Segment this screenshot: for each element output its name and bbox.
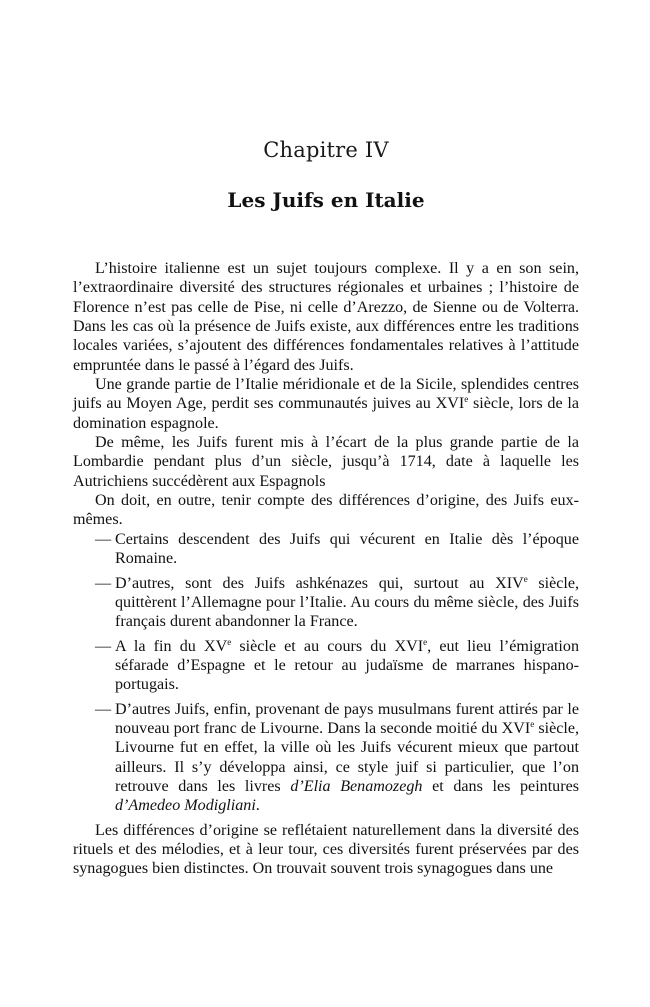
paragraph-southern-italy (73, 375, 579, 433)
em-dash-bullet: — (95, 700, 112, 718)
chapter-title: Les Juifs en Italie (227, 188, 425, 212)
text-run: , eut lieu l’émigration séfarade d’Espagne et le retour au judaïsme de marranes hispano-portugais. (115, 637, 579, 694)
text-run: Certains descendent des Juifs qui vécurent en Italie dès l’époque Romaine. (115, 530, 579, 568)
paragraph-origins: On doit, en outre, tenir compte des différences d’origine, des Juifs eux-mêmes. (73, 492, 579, 529)
superscript: e (530, 718, 535, 729)
paragraph-lombardy: De même, les Juifs furent mis à l’écart de la plus grande partie de la Lombardie pendant plus d’un siècle, jusqu’à 1714, date à laquelle les Autrichiens succédèrent aux Espagnols (73, 434, 579, 490)
chapter-number: Chapitre IV (263, 138, 389, 162)
text-run: . (255, 797, 260, 815)
text-run: Une grande partie de l’Italie méridionale et de la Sicile, splendides centres juifs au Moyen Age, perdit ses communautés juives au XVI (73, 376, 579, 413)
em-dash-bullet: — (95, 574, 112, 592)
superscript: e (423, 636, 428, 647)
list-item (73, 700, 579, 816)
text-run: siècle, lors de la domination espagnole. (73, 395, 579, 432)
superscript: e (464, 394, 469, 405)
text-run: et dans les peintures (422, 777, 579, 795)
paragraph-rituals: Les différences d’origine se reflétaient naturellement dans la diversité des rituels et des mélodies, et à leur tour, ces diversités furent préservées par des synagogues bien distinctes. On trouvait souvent trois synagogues dans une (73, 821, 579, 878)
list-item (73, 637, 579, 695)
em-dash-bullet: — (95, 637, 112, 655)
text-run: siècle, quittèrent l’Allemagne pour l’Italie. Au cours du même siècle, des Juifs français durent abandonner la France. (115, 574, 579, 631)
superscript: e (523, 573, 528, 584)
text-run: siècle, Livourne fut en effet, la ville où les Juifs vécurent mieux que partout ailleurs. Il s’y développa ainsi, ce style juif si particulier, que l’on retrouve dans les livres (115, 719, 579, 795)
text-run: A la fin du XV (115, 637, 228, 655)
paragraph-intro: L’histoire italienne est un sujet toujours complexe. Il y a en son sein, l’extraordinaire diversité des structures régionales et urbaines ; l’histoire de Florence n’est pas celle de Pise, ni celle d’Arezzo, de Sienne ou de Volterra. Dans les cas où la présence de Juifs existe, aux différences entre les traditions locales variées, s’ajoutent des différences fondamentales relatives à l’attitude empruntée dans le passé à l’égard des Juifs. (73, 260, 579, 374)
italic-name: d’Amedeo Modigliani (115, 797, 256, 815)
origins-list (73, 530, 579, 816)
superscript: e (227, 636, 232, 647)
text-run: D’autres Juifs, enfin, provenant de pays musulmans furent attirés par le nouveau port franc de Livourne. Dans la seconde moitié du XVI (115, 700, 579, 737)
text-run: D’autres, sont des Juifs ashkénazes qui, surtout au XIV (115, 574, 524, 592)
italic-name: d’Elia Benamozegh (290, 777, 423, 795)
em-dash-bullet: — (95, 530, 112, 548)
chapter-body (73, 259, 579, 879)
list-item (73, 530, 579, 569)
text-run: siècle et au cours du XVI (231, 637, 424, 655)
list-item (73, 574, 579, 632)
